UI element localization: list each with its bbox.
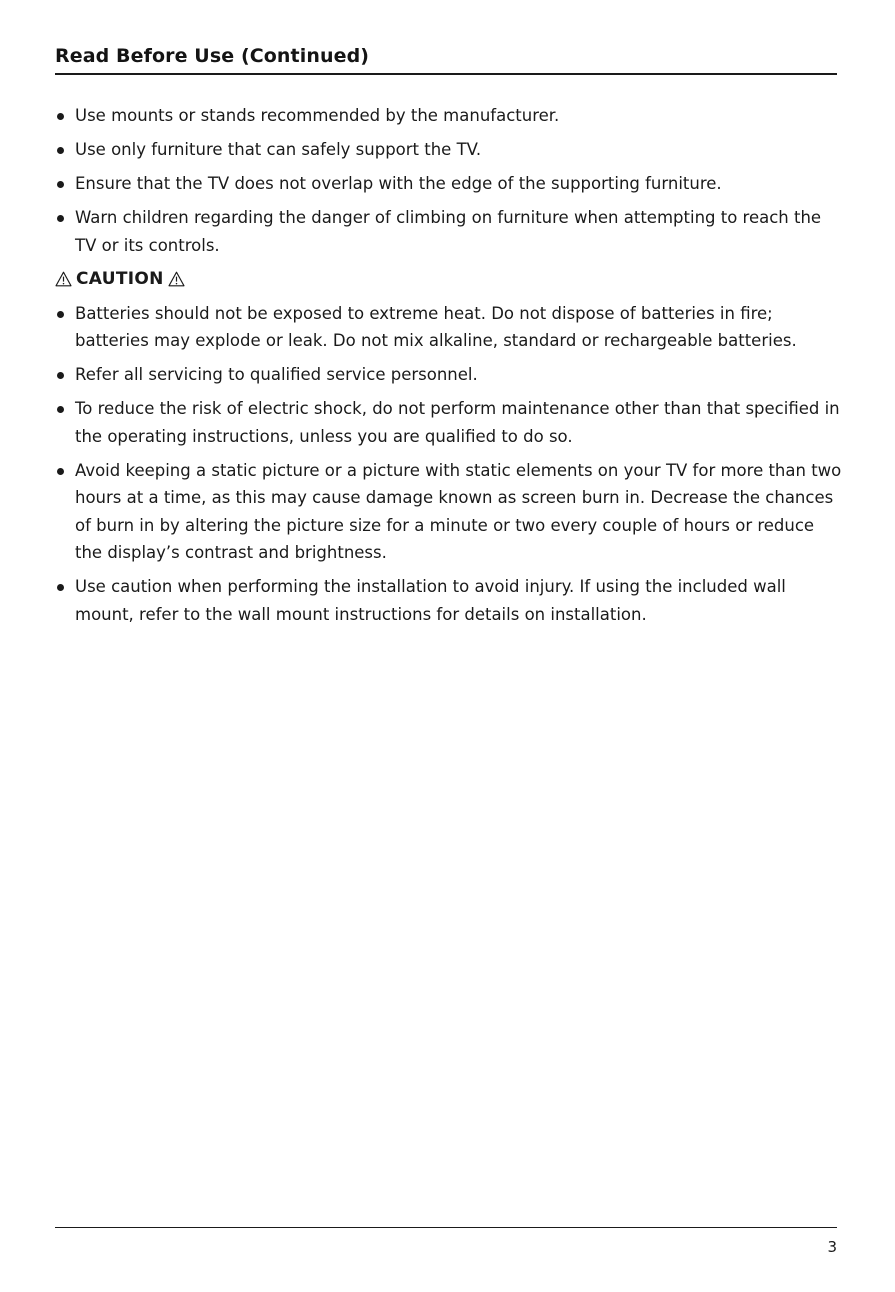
bullet-icon — [57, 311, 64, 318]
bullet-icon — [57, 147, 64, 154]
bullet-icon — [57, 584, 64, 591]
warning-triangle-icon — [55, 271, 72, 287]
title-divider — [55, 73, 837, 75]
list-item — [55, 102, 845, 130]
list-item — [55, 300, 845, 355]
list-item-text: To reduce the risk of electric shock, do not perform maintenance other than that specified in the operating instructions, unless you are qualified to do so. — [75, 399, 840, 446]
list-item-text: Ensure that the TV does not overlap with the edge of the supporting furniture. — [75, 174, 722, 193]
list-item — [55, 395, 845, 450]
bullet-icon — [57, 181, 64, 188]
list-item — [55, 457, 845, 567]
page-number: 3 — [827, 1238, 837, 1256]
caution-label: CAUTION — [76, 268, 164, 289]
bullet-icon — [57, 406, 64, 413]
list-item-text: Use mounts or stands recommended by the manufacturer. — [75, 106, 560, 125]
list-item — [55, 136, 845, 164]
page-title: Read Before Use (Continued) — [55, 45, 370, 67]
list-item-text: Warn children regarding the danger of climbing on furniture when attempting to reach the TV or its controls. — [75, 208, 822, 255]
list-item — [55, 204, 845, 259]
page-content — [55, 102, 845, 635]
footer-divider — [55, 1227, 837, 1228]
list-item — [55, 170, 845, 198]
list-item — [55, 361, 845, 389]
list-item-text: Batteries should not be exposed to extreme heat. Do not dispose of batteries in fire; batteries may explode or leak. Do not mix alkaline, standard or rechargeable batteries. — [75, 303, 797, 350]
list-item-text: Avoid keeping a static picture or a picture with static elements on your TV for more than two hours at a time, as this may cause damage known as screen burn in. Decrease the chances of burn in by altering the picture size for a minute or two every couple of hours or reduce the display’s contrast and brightness. — [75, 460, 842, 562]
warning-triangle-icon — [168, 271, 185, 287]
list-item-text: Refer all servicing to qualified service personnel. — [75, 365, 478, 384]
bullet-icon — [57, 215, 64, 222]
caution-heading — [55, 266, 845, 294]
caution-list — [55, 300, 845, 629]
list-item — [55, 573, 845, 628]
bullet-icon — [57, 113, 64, 120]
safety-list — [55, 102, 845, 259]
list-item-text: Use only furniture that can safely support the TV. — [75, 140, 482, 159]
bullet-icon — [57, 372, 64, 379]
list-item-text: Use caution when performing the installation to avoid injury. If using the included wall mount, refer to the wall mount instructions for details on installation. — [75, 577, 786, 624]
bullet-icon — [57, 468, 64, 475]
